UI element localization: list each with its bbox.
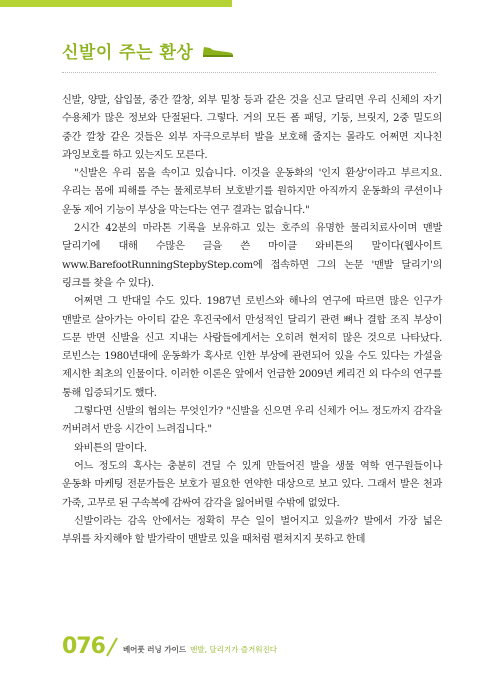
chapter-title: 신발이 주는 환상 — [62, 43, 194, 63]
book-subtitle: 맨발, 달리기가 즐거워진다 — [190, 645, 277, 654]
page-number: 076 — [62, 634, 105, 659]
book-title: 베어풋 러닝 가이드 — [122, 645, 187, 654]
top-accent-bar — [0, 0, 232, 7]
paragraph: 2시간 42분의 마라톤 기록을 보유하고 있는 호주의 유명한 물리치료사이며 맨발 달리기에 대해 수많은 글을 쓴 마이클 와비튼의 말이다(웹사이트 www.BarefootRunningStepbyStep.com에 접속하면 그의 논문 '맨발 달리기'의 링크를 찾을 수 있다). — [62, 223, 442, 289]
header-divider — [62, 72, 436, 73]
article-body — [62, 92, 442, 549]
slash-icon — [103, 636, 121, 658]
paragraph: 신발이라는 감옥 안에서는 정확히 무슨 일이 벌어지고 있을까? 발에서 가장 넓은 부위를 차지해야 할 발가락이 맨발로 있을 때처럼 펼쳐지지 못하고 한데 — [62, 515, 442, 546]
running-shoe-icon — [201, 44, 235, 58]
paragraph: 어쩌면 그 반대일 수도 있다. 1987년 로빈스와 해나의 연구에 따르면 많은 인구가 맨발로 살아가는 아이티 같은 후진국에서 만성적인 달리기 관련 뼈나 결합 조직 부상이 드문 반면 신발을 신고 지내는 사람들에게서는 오히려 현저히 많은 것으로 나타났다. 로빈스는 1980년대에 운동화가 혹사로 인한 부상에 관련되어 있을 수도 있다는 가설을 제시한 최초의 인물이다. 이러한 이론은 앞에서 언급한 2009년 케리건 외 다수의 연구를 통해 입증되기도 했다. — [62, 296, 442, 399]
page-footer — [62, 636, 277, 658]
paragraph: 와비튼의 말이다. — [74, 442, 147, 454]
paragraph: 어느 정도의 혹사는 충분히 견딜 수 있게 만들어진 발을 생물 역학 연구원들이나 운동화 마케팅 전문가들은 보호가 필요한 연약한 대상으로 보고 있다. 그래서 발은 천과 가죽, 고무로 된 구속복에 감싸여 감각을 잃어버릴 수밖에 없었다. — [62, 460, 442, 509]
paragraph: 신발, 양말, 삽입물, 중간 깔창, 외부 밑창 등과 같은 것을 신고 달리면 우리 신체의 자기 수용체가 많은 정보와 단절된다. 그렇다. 거의 모든 폼 패딩, 기둥, 브릿지, 2중 밀도의 중간 깔창 같은 것들은 외부 자극으로부터 발을 보호해 줄지는 몰라도 어쩌면 지나친 과잉보호를 하고 있는지도 모른다. — [62, 95, 442, 161]
paragraph: 그렇다면 신발의 협의는 무엇인가? "신발을 신으면 우리 신체가 어느 정도까지 감각을 꺼버려서 반응 시간이 느려집니다." — [62, 406, 442, 436]
paragraph: "신발은 우리 몸을 속이고 있습니다. 이것을 운동화의 '인지 환상'이라고 부르지요. 우리는 몸에 피해를 주는 물체로부터 보호받기를 원하지만 아직까지 운동화의 쿠션이나 운동 제어 기능이 부상을 막는다는 연구 결과는 없습니다." — [62, 168, 442, 216]
chapter-header — [62, 38, 235, 63]
